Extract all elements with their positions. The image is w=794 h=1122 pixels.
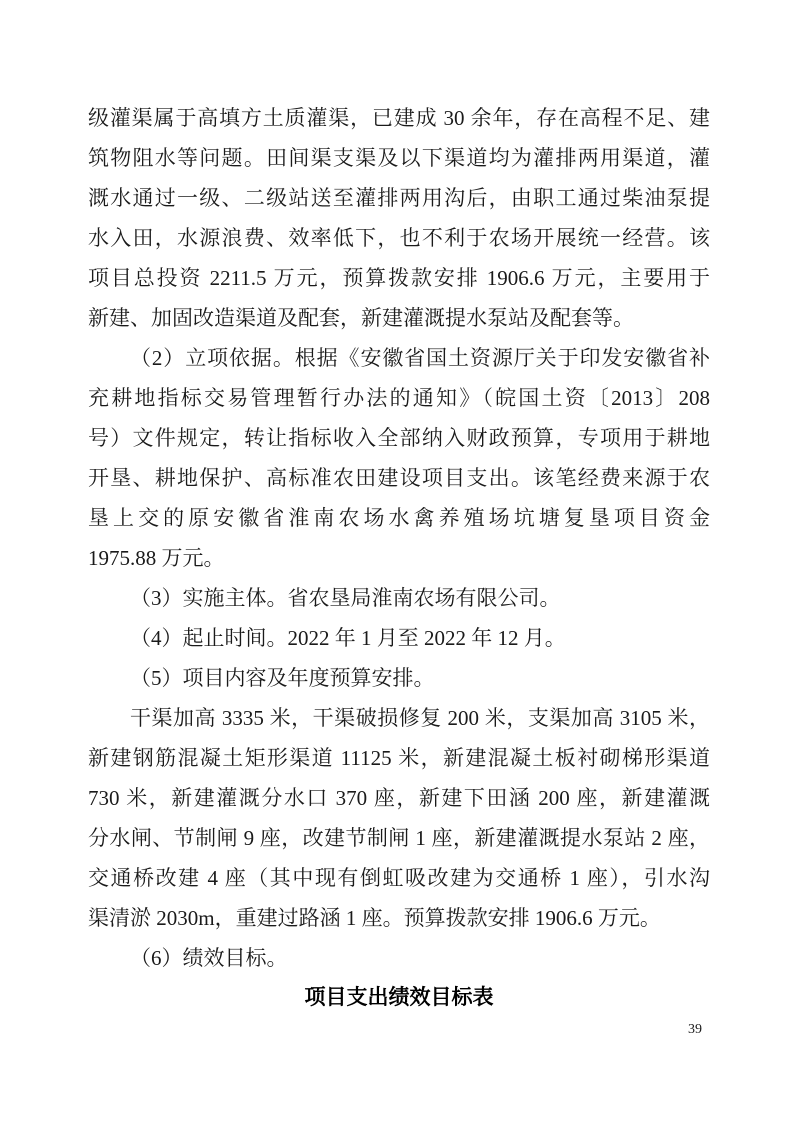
text-line: 筑物阻水等问题。田间渠支渠及以下渠道均为灌排两用渠道，灌 xyxy=(88,146,710,170)
text-line: 渠清淤 2030m，重建过路涵 1 座。预算拨款安排 1906.6 万元。 xyxy=(88,906,661,930)
text-line: 垦上交的原安徽省淮南农场水禽养殖场坑塘复垦项目资金 xyxy=(88,506,710,530)
text-line: 交通桥改建 4 座（其中现有倒虹吸改建为交通桥 1 座），引水沟 xyxy=(88,866,710,890)
text-line: 级灌渠属于高填方土质灌渠，已建成 30 余年，存在高程不足、建 xyxy=(88,106,710,130)
text-line: 新建钢筋混凝土矩形渠道 11125 米，新建混凝土板衬砌梯形渠道 xyxy=(88,746,710,770)
text-line: （5）项目内容及年度预算安排。 xyxy=(130,666,435,690)
text-line: 730 米，新建灌溉分水口 370 座，新建下田涵 200 座，新建灌溉 xyxy=(88,786,710,810)
text-line: 号）文件规定，转让指标收入全部纳入财政预算，专项用于耕地 xyxy=(88,426,710,450)
text-line: 开垦、耕地保护、高标准农田建设项目支出。该笔经费来源于农 xyxy=(88,466,710,490)
document-body xyxy=(88,98,710,978)
paragraph xyxy=(88,698,710,938)
paragraph xyxy=(88,938,710,978)
text-line: 干渠加高 3335 米，干渠破损修复 200 米，支渠加高 3105 米， xyxy=(130,706,710,730)
text-line: （6）绩效目标。 xyxy=(130,946,288,970)
text-line: 分水闸、节制闸 9 座，改建节制闸 1 座，新建灌溉提水泵站 2 座， xyxy=(88,826,710,850)
paragraph xyxy=(88,578,710,618)
text-line: 新建、加固改造渠道及配套，新建灌溉提水泵站及配套等。 xyxy=(88,306,634,330)
text-line: （4）起止时间。2022 年 1 月至 2022 年 12 月。 xyxy=(130,626,566,650)
table-title: 项目支出绩效目标表 xyxy=(304,986,494,1009)
text-line: 充耕地指标交易管理暂行办法的通知》（皖国土资〔2013〕208 xyxy=(88,386,710,410)
text-line: 溉水通过一级、二级站送至灌排两用沟后，由职工通过柴油泵提 xyxy=(88,186,710,210)
text-line: 1975.88 万元。 xyxy=(88,546,225,570)
paragraph xyxy=(88,618,710,658)
text-line: 项目总投资 2211.5 万元，预算拨款安排 1906.6 万元，主要用于 xyxy=(88,266,710,290)
page-number: 39 xyxy=(688,1022,702,1037)
paragraph xyxy=(88,658,710,698)
text-line: 水入田，水源浪费、效率低下，也不利于农场开展统一经营。该 xyxy=(88,226,710,250)
paragraph xyxy=(88,338,710,578)
text-line: （3）实施主体。省农垦局淮南农场有限公司。 xyxy=(130,586,561,610)
paragraph xyxy=(88,98,710,338)
text-line: （2）立项依据。根据《安徽省国土资源厅关于印发安徽省补 xyxy=(130,346,710,370)
